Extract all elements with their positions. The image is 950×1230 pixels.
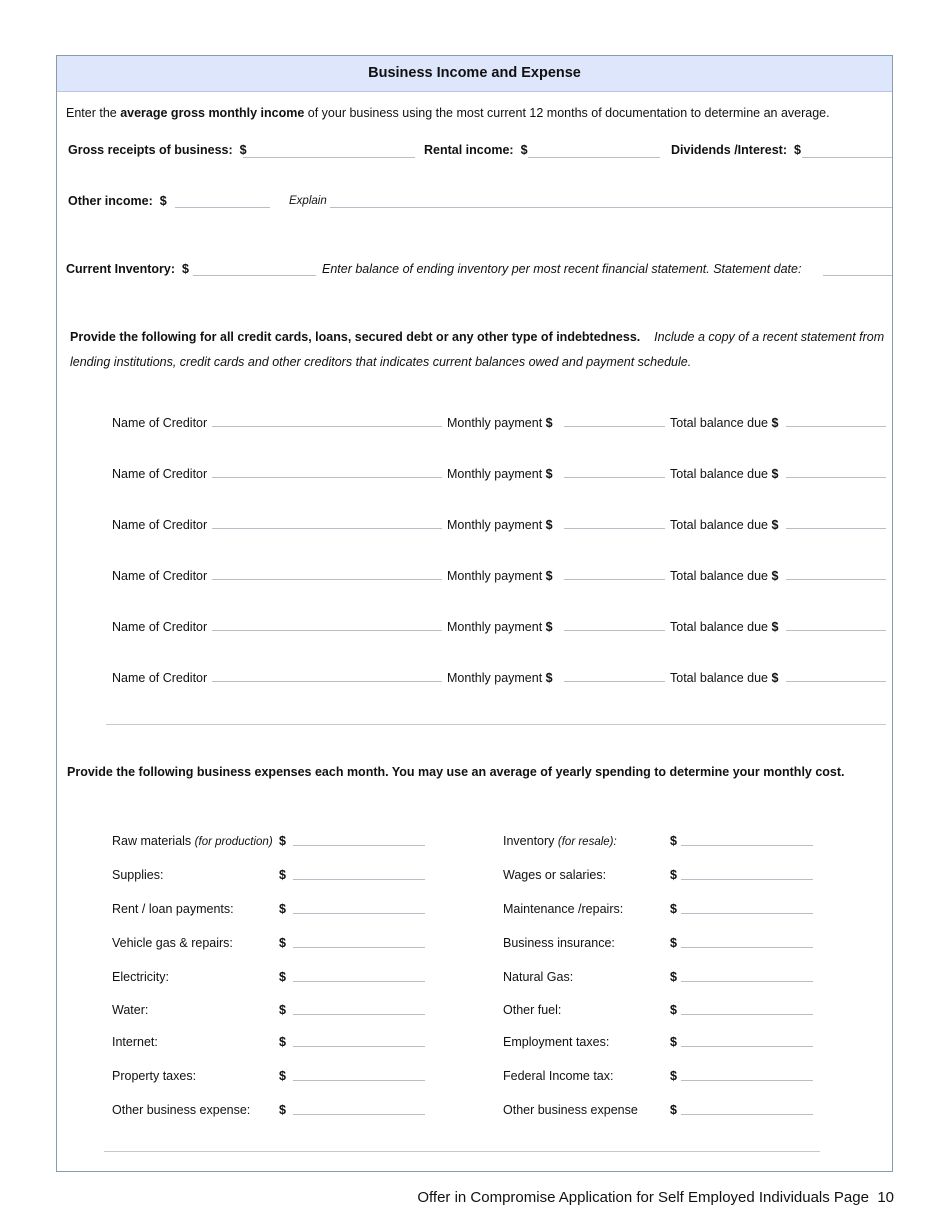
current-inventory-label: Current Inventory: $ [66,262,189,276]
expense-field[interactable] [681,981,813,982]
expense-label: Other business expense: [112,1103,251,1117]
expense-field[interactable] [681,845,813,846]
page-footer: Offer in Compromise Application for Self Employed Individuals Page 10 [417,1189,894,1206]
currency-sign: $ [279,834,286,848]
currency-sign: $ [279,902,286,916]
creditor-name-label: Name of Creditor [112,671,208,685]
form-frame [56,55,893,1172]
expense-label: Supplies: [112,868,164,882]
currency-sign: $ [670,1069,677,1083]
expense-label: Inventory (for resale): [503,834,617,848]
creditor-name-field[interactable] [212,579,442,580]
expense-label: Federal Income tax: [503,1069,614,1083]
expense-field[interactable] [681,1080,813,1081]
expense-label: Wages or salaries: [503,868,607,882]
total-balance-field[interactable] [786,630,886,631]
inventory-note: Enter balance of ending inventory per most recent financial statement. Statement date: [322,262,802,276]
expense-field[interactable] [293,1114,425,1115]
currency-sign: $ [279,1035,286,1049]
other-income-field[interactable] [175,207,270,208]
creditor-name-label: Name of Creditor [112,620,208,634]
expense-label: Natural Gas: [503,970,574,984]
statement-date-field[interactable] [823,275,892,276]
expenses-separator [104,1151,820,1152]
expense-label: Vehicle gas & repairs: [112,936,233,950]
expense-field[interactable] [293,1046,425,1047]
expense-field[interactable] [681,1114,813,1115]
total-balance-label: Total balance due $ [670,569,779,583]
current-inventory-field[interactable] [193,275,316,276]
expense-field[interactable] [293,981,425,982]
currency-sign: $ [670,1003,677,1017]
creditor-name-label: Name of Creditor [112,569,208,583]
creditor-name-field[interactable] [212,477,442,478]
expense-field[interactable] [681,1046,813,1047]
expense-label: Electricity: [112,970,169,984]
currency-sign: $ [670,868,677,882]
monthly-payment-field[interactable] [564,579,665,580]
monthly-payment-field[interactable] [564,477,665,478]
currency-sign: $ [279,868,286,882]
creditor-name-field[interactable] [212,630,442,631]
creditor-name-label: Name of Creditor [112,518,208,532]
monthly-payment-label: Monthly payment $ [447,518,553,532]
currency-sign: $ [279,1003,286,1017]
creditor-name-field[interactable] [212,528,442,529]
total-balance-label: Total balance due $ [670,620,779,634]
expense-label: Other fuel: [503,1003,562,1017]
currency-sign: $ [670,970,677,984]
currency-sign: $ [279,970,286,984]
expense-field[interactable] [293,879,425,880]
debts-separator [106,724,886,725]
expense-field[interactable] [293,913,425,914]
currency-sign: $ [279,1103,286,1117]
total-balance-field[interactable] [786,477,886,478]
expense-label: Employment taxes: [503,1035,610,1049]
monthly-payment-label: Monthly payment $ [447,416,553,430]
explain-field[interactable] [330,207,892,208]
total-balance-label: Total balance due $ [670,518,779,532]
expense-field[interactable] [681,947,813,948]
debts-instruction-continued: lending institutions, credit cards and other creditors that indicates current balances owed and payment schedule. [70,355,692,369]
expense-label: Raw materials (for production) [112,834,273,848]
expense-field[interactable] [681,1014,813,1015]
page-number: 10 [877,1189,894,1206]
gross-receipts-field[interactable] [243,157,415,158]
gross-receipts-label: Gross receipts of business: $ [68,143,247,157]
section-title: Business Income and Expense [368,65,581,81]
expense-label: Property taxes: [112,1069,197,1083]
expense-field[interactable] [681,879,813,880]
expense-label: Maintenance /repairs: [503,902,624,916]
currency-sign: $ [279,936,286,950]
dividends-label: Dividends /Interest: $ [671,143,801,157]
section-header [57,56,892,92]
expense-field[interactable] [293,1014,425,1015]
expense-field[interactable] [293,845,425,846]
creditor-name-label: Name of Creditor [112,467,208,481]
total-balance-label: Total balance due $ [670,416,779,430]
expense-label: Internet: [112,1035,158,1049]
dividends-field[interactable] [802,157,892,158]
rental-income-field[interactable] [528,157,660,158]
intro-text: Enter the average gross monthly income of your business using the most current 12 months of documentation to determine an average. [66,106,830,120]
currency-sign: $ [670,834,677,848]
creditor-name-field[interactable] [212,426,442,427]
expense-field[interactable] [293,1080,425,1081]
monthly-payment-label: Monthly payment $ [447,620,553,634]
rental-income-label: Rental income: $ [424,143,528,157]
monthly-payment-field[interactable] [564,681,665,682]
expense-label: Rent / loan payments: [112,902,234,916]
total-balance-label: Total balance due $ [670,671,779,685]
currency-sign: $ [670,936,677,950]
explain-label: Explain [289,195,327,207]
total-balance-field[interactable] [786,681,886,682]
currency-sign: $ [670,1035,677,1049]
debts-instruction: Provide the following for all credit cards, loans, secured debt or any other type of indebtedness. Include a copy of a recent statement from [70,330,885,344]
monthly-payment-label: Monthly payment $ [447,467,553,481]
expense-label: Business insurance: [503,936,615,950]
total-balance-field[interactable] [786,579,886,580]
creditor-name-field[interactable] [212,681,442,682]
total-balance-field[interactable] [786,528,886,529]
currency-sign: $ [670,1103,677,1117]
monthly-payment-label: Monthly payment $ [447,569,553,583]
currency-sign: $ [670,902,677,916]
expense-field[interactable] [293,947,425,948]
expense-label: Other business expense [503,1103,638,1117]
total-balance-field[interactable] [786,426,886,427]
expense-label: Water: [112,1003,149,1017]
monthly-payment-field[interactable] [564,630,665,631]
expenses-instruction: Provide the following business expenses each month. You may use an average of yearly spending to determine your monthly cost. [67,765,845,779]
other-income-label: Other income: $ [68,194,167,208]
currency-sign: $ [279,1069,286,1083]
creditor-name-label: Name of Creditor [112,416,208,430]
monthly-payment-label: Monthly payment $ [447,671,553,685]
expense-field[interactable] [681,913,813,914]
monthly-payment-field[interactable] [564,528,665,529]
total-balance-label: Total balance due $ [670,467,779,481]
monthly-payment-field[interactable] [564,426,665,427]
